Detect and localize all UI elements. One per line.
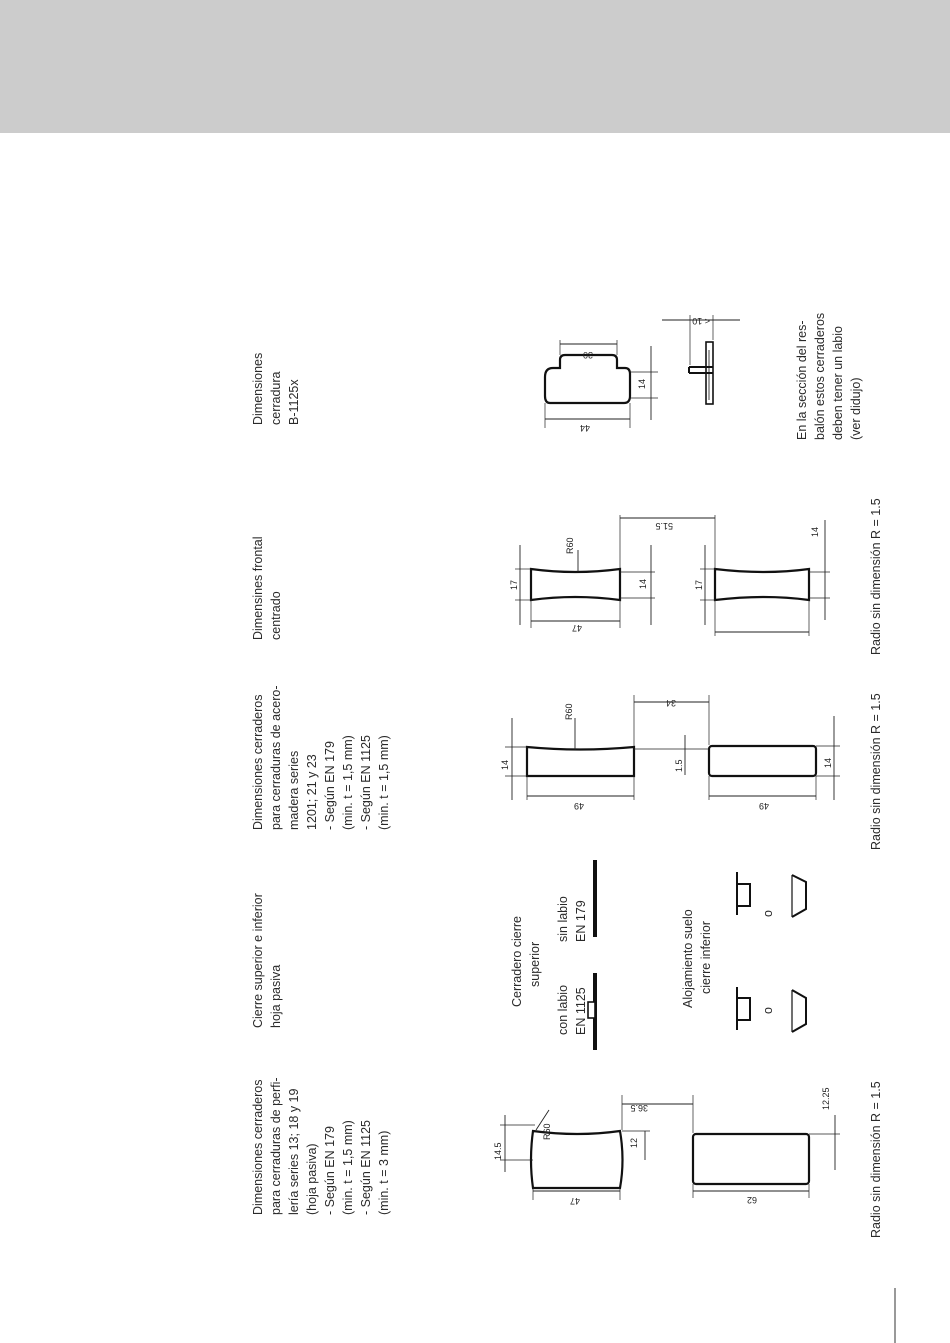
col5-drawing <box>545 313 863 440</box>
text-line: Dimensines frontal <box>251 536 265 640</box>
strike-plate-curved-upper <box>531 569 620 600</box>
text-line: para cerraduras de perfi- <box>269 1077 283 1215</box>
dim-label: 14 <box>637 378 647 389</box>
label-con-labio <box>556 985 588 1035</box>
dim-label: 36.5 <box>630 1103 648 1113</box>
text-line: (ver didujo) <box>849 377 863 440</box>
dim-label: 14.5 <box>493 1142 503 1160</box>
text-line: Cierre superior e inferior <box>251 893 265 1028</box>
dim-label: 47 <box>571 623 582 633</box>
dim-label: 34 <box>665 698 676 708</box>
dim-label: 14 <box>810 526 820 537</box>
label-o: o <box>761 910 775 917</box>
strike-plate-straight <box>693 1134 809 1184</box>
col2-description <box>251 893 283 1028</box>
col3-description <box>251 685 391 830</box>
strike-plate-curved <box>527 747 634 776</box>
dim-label: 51.5 <box>655 521 673 531</box>
col5-description <box>251 353 301 425</box>
text-line: hoja pasiva <box>269 964 283 1028</box>
text-line: Alojamiento suelo <box>681 909 695 1008</box>
dim-label: 17 <box>694 579 704 590</box>
text-line: En la sección del res- <box>795 320 809 440</box>
text-line: para cerraduras de acero- <box>269 685 283 830</box>
text-line: - Según EN 179 <box>323 1126 337 1215</box>
strike-plate-curved-lower <box>715 569 809 600</box>
footnote: Radio sin dimensión R = 1.5 <box>869 693 883 850</box>
footnote: Radio sin dimensión R = 1.5 <box>869 1081 883 1238</box>
text-line: deben tener un labio <box>831 326 845 440</box>
dim-label: 49 <box>758 801 769 811</box>
col5-note <box>795 313 863 440</box>
label-o: o <box>761 1007 775 1014</box>
text-line: 1201; 21 y 23 <box>305 754 319 830</box>
text-line: - Según EN 1125 <box>359 735 373 830</box>
text-line: madera series <box>287 750 301 830</box>
dim-label: 30 <box>582 350 593 360</box>
text-line: Dimensiones <box>251 352 265 425</box>
col2-drawing <box>510 860 806 1050</box>
dim-label: 44 <box>579 423 590 433</box>
dim-label: 1.5 <box>674 759 684 772</box>
floor-housing-a <box>737 987 750 1030</box>
strike-plate-straight <box>709 746 816 776</box>
text-line: centrado <box>269 591 283 640</box>
floor-housing-c <box>737 872 750 915</box>
text-line: cierre inferior <box>699 921 713 994</box>
dim-label: 12 <box>629 1137 639 1148</box>
dim-label: R60 <box>564 703 574 720</box>
text-line: (min. t = 3 mm) <box>377 1130 391 1215</box>
text-line: lería series 13; 18 y 19 <box>287 1088 301 1215</box>
lock-front-profile <box>545 355 630 403</box>
text-line: (min. t = 1,5 mm) <box>341 1120 355 1215</box>
text-line: B-1125x <box>287 379 301 425</box>
strike-lip <box>588 1002 595 1018</box>
dim-label: 47 <box>569 1196 580 1206</box>
dim-label: 14 <box>823 757 833 768</box>
col1-drawing <box>493 1081 883 1238</box>
text-line: (hoja pasiva) <box>305 1143 319 1215</box>
floor-housing-b <box>792 990 806 1032</box>
dim-label: R60 <box>565 537 575 554</box>
dim-label: 62 <box>746 1195 757 1205</box>
text-line: balón estos cerraderos <box>813 312 827 440</box>
dim-label: 49 <box>573 801 584 811</box>
text-line: (min. t = 1,5 mm) <box>341 735 355 830</box>
text-line: EN 179 <box>574 900 588 942</box>
text-line: Dimensiones cerraderos <box>251 694 265 830</box>
col3-drawing <box>500 693 883 850</box>
dim-label: 14 <box>638 578 648 589</box>
col4-description <box>251 536 283 640</box>
text-line: (min. t = 1,5 mm) <box>377 735 391 830</box>
text-line: - Según EN 179 <box>323 741 337 830</box>
dim-label: 14 <box>500 759 510 770</box>
text-line: - Según EN 1125 <box>359 1120 373 1215</box>
col1-description <box>251 1077 391 1215</box>
dim-label: 12.25 <box>821 1087 831 1110</box>
text-line: EN 1125 <box>574 987 588 1035</box>
text-line: Dimensiones cerraderos <box>251 1079 265 1215</box>
text-line: con labio <box>556 984 570 1035</box>
col4-drawing <box>509 498 883 655</box>
text-line: sin labio <box>556 896 570 942</box>
strike-title <box>510 916 542 1007</box>
dim-label: R60 <box>542 1123 552 1140</box>
dim-label: 17 <box>509 579 519 590</box>
footnote: Radio sin dimensión R = 1.5 <box>869 498 883 655</box>
floor-housing-d <box>792 875 806 917</box>
dim-label: < 10 <box>692 316 710 326</box>
label-sin-labio <box>556 896 588 942</box>
text-line: Cerradero cierre <box>510 915 524 1007</box>
floor-title <box>681 909 713 1008</box>
text-line: superior <box>528 941 542 987</box>
text-line: cerradura <box>269 371 283 425</box>
